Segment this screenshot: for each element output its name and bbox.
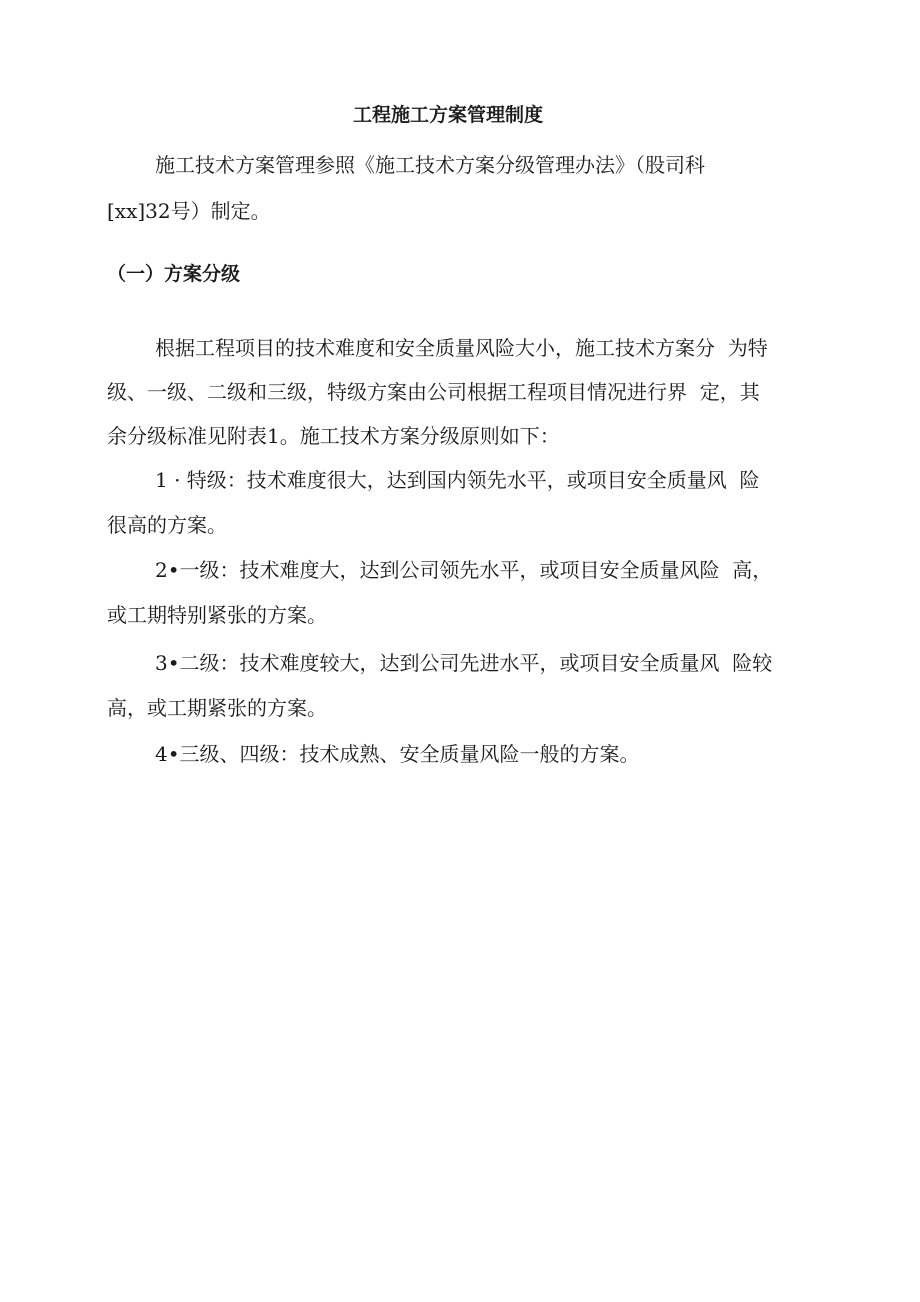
- list-item-3-line-1: 3•二级：技术难度较大，达到公司先进水平，或项目安全质量风 险较: [155, 651, 773, 675]
- list-item-1-line-1: 1 · 特级：技术难度很大，达到国内领先水平，或项目安全质量风 险: [155, 468, 760, 492]
- list-item-3-line-2: 高，或工期紧张的方案。: [107, 696, 327, 720]
- paragraph-line-2: 级、一级、二级和三级，特级方案由公司根据工程项目情况进行界 定，其: [107, 380, 760, 404]
- intro-line-2: [xx]32号）制定。: [107, 199, 271, 223]
- list-item-2-line-2: 或工期特别紧张的方案。: [107, 603, 327, 627]
- paragraph-line-3: 余分级标准见附表1。施工技术方案分级原则如下：: [107, 424, 560, 448]
- paragraph-line-1: 根据工程项目的技术难度和安全质量风险大小，施工技术方案分 为特: [155, 336, 768, 360]
- document-title: 工程施工方案管理制度: [353, 104, 544, 126]
- list-item-4-line-1: 4•三级、四级：技术成熟、安全质量风险一般的方案。: [155, 742, 640, 766]
- list-item-2-line-1: 2•一级：技术难度大，达到公司领先水平，或项目安全质量风险 高，: [155, 558, 773, 582]
- intro-line-1: 施工技术方案管理参照《施工技术方案分级管理办法》（股司科: [155, 153, 705, 177]
- section-heading: （一）方案分级: [107, 263, 241, 285]
- list-item-1-line-2: 很高的方案。: [107, 513, 227, 537]
